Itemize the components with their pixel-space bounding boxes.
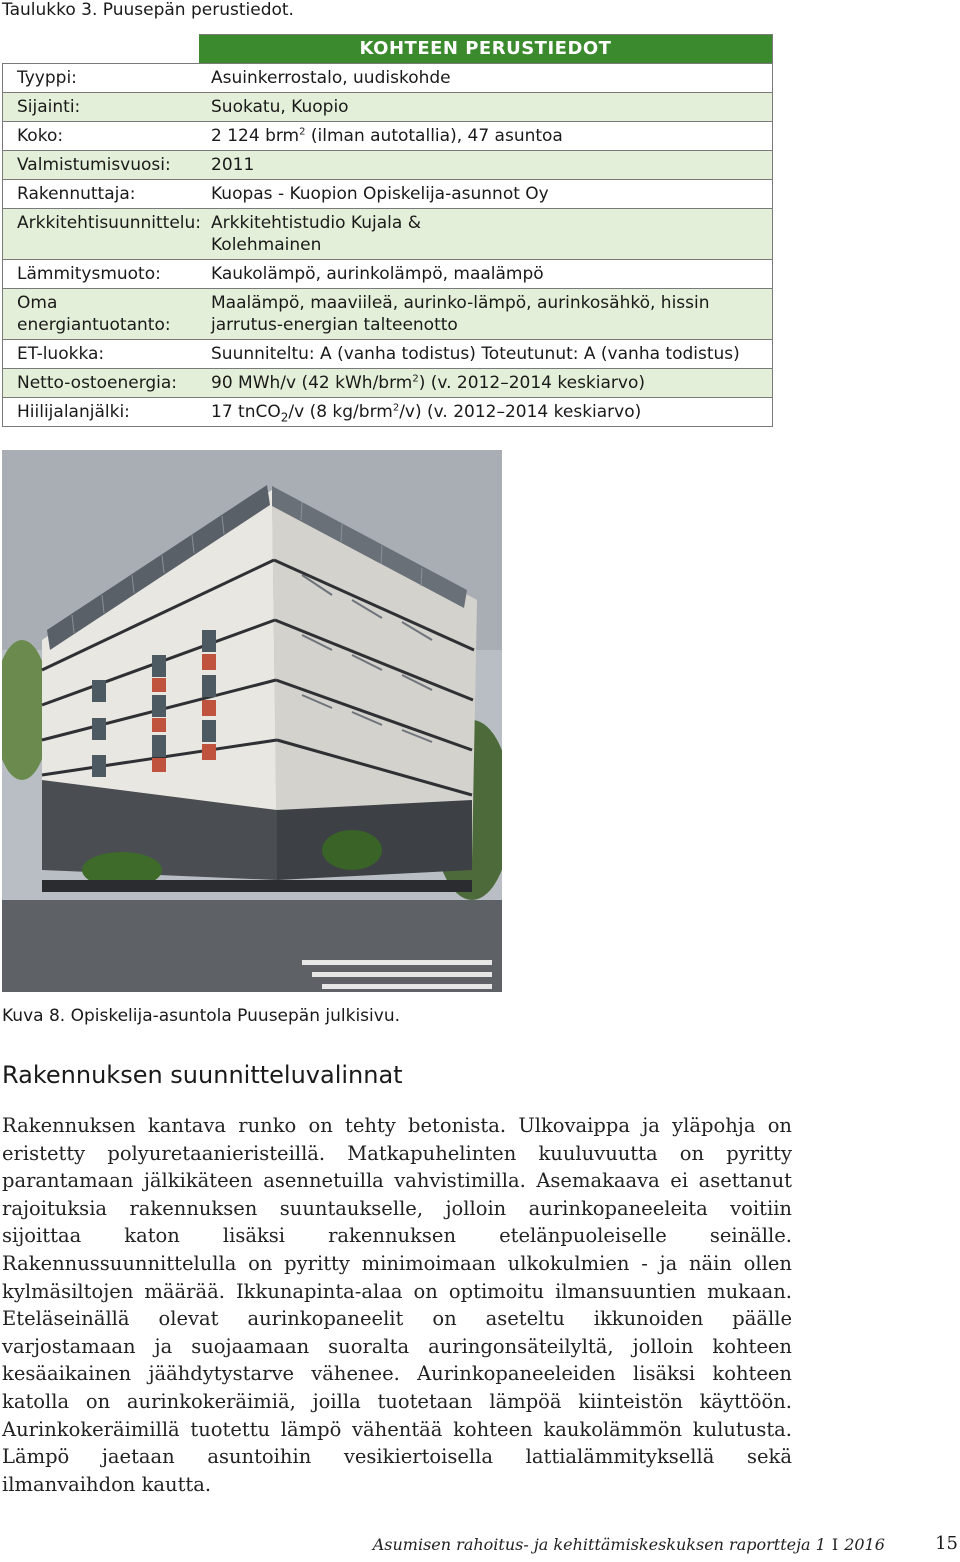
value-superscript: 2	[299, 126, 306, 138]
body-paragraph: Rakennuksen kantava runko on tehty betonista. Ulkovaippa ja yläpohja on eristetty polyuretaanieristeillä. Matkapuhelinten kuuluvuutta on pyritty parantamaan jälkikäteen asennetuilla vahvistimilla. Asemakaava ei asettanut rajoituksia rakennuksen suuntaukselle, jolloin aurinkopaneeleita voitiin sijoittaa katon lisäksi rakennuksen etelänpuoleiselle seinälle. Rakennussuunnittelulla on pyritty minimoimaan ulkokulmien - ja näin ollen kylmäsiltojen määrää. Ikkunapinta-alaa on optimoitu ilmansuuntien mukaan. Eteläseinällä olevat aurinkopaneelit on aseteltu ikkunoiden päälle varjostamaan ja suojaamaan suoralta auringonsäteilyltä, jolloin kohteen kesäaikainen jäähdytystarve vähenee. Aurinkopaneeleiden lisäksi kohteen katolla on aurinkokeräimiä, joilla tuotetaan lämpöä kiinteistön käyttöön. Aurinkokeräimillä tuotettu lämpö vähentää kohteen kaukolämmön kulutusta. Lämpö jaetaan asuntoihin vesikiertoisella lattialämmityksellä sekä ilmanvaihdon kautta.	[2, 1114, 792, 1496]
value-part: 17 tnCO	[211, 402, 281, 422]
table-row	[3, 209, 773, 260]
figure-caption: Kuva 8. Opiskelija-asuntola Puusepän julkisivu.	[2, 1006, 400, 1026]
building-info-table	[2, 34, 773, 427]
value-part: (ilman autotallia), 47 asuntoa	[305, 126, 563, 146]
table-row	[3, 398, 773, 427]
value-part: ) (v. 2012–2014 keskiarvo)	[418, 373, 645, 393]
table-caption: Taulukko 3. Puusepän perustiedot.	[2, 0, 294, 20]
row-value: Suokatu, Kuopio	[199, 93, 773, 122]
page-number: 15	[935, 1533, 958, 1554]
value-superscript: 2	[392, 402, 400, 414]
footer-separator: I	[831, 1535, 839, 1554]
row-value	[199, 122, 773, 151]
table-header-row	[3, 35, 773, 64]
table-row	[3, 369, 773, 398]
value-subscript: 2	[280, 410, 289, 425]
table-row	[3, 260, 773, 289]
row-key: Tyyppi:	[3, 64, 200, 93]
table-row	[3, 289, 773, 340]
table-header-title: KOHTEEN PERUSTIEDOT	[199, 35, 773, 64]
row-value: Kaukolämpö, aurinkolämpö, maalämpö	[199, 260, 773, 289]
row-value	[199, 398, 773, 427]
row-value: Arkkitehtistudio Kujala & Kolehmainen	[199, 209, 773, 260]
table-row	[3, 64, 773, 93]
row-key: Hiilijalanjälki:	[3, 398, 200, 427]
row-key: Oma energiantuotanto:	[3, 289, 200, 340]
table-row	[3, 340, 773, 369]
row-value	[199, 369, 773, 398]
table-header-blank	[3, 35, 200, 64]
row-value: Kuopas - Kuopion Opiskelija-asunnot Oy	[199, 180, 773, 209]
row-key: Koko:	[3, 122, 200, 151]
table-row	[3, 122, 773, 151]
row-key: Valmistumisvuosi:	[3, 151, 200, 180]
footer-publication	[373, 1535, 930, 1554]
row-key: Rakennuttaja:	[3, 180, 200, 209]
value-part: 2 124 brm	[211, 126, 300, 146]
row-value: Asuinkerrostalo, uudiskohde	[199, 64, 773, 93]
row-value: Suunniteltu: A (vanha todistus) Toteutunut: A (vanha todistus)	[199, 340, 773, 369]
value-superscript: 2	[412, 373, 419, 385]
table-row	[3, 151, 773, 180]
row-key: Arkkitehtisuunnittelu:	[3, 209, 200, 260]
value-part: 90 MWh/v (42 kWh/brm	[211, 373, 413, 393]
table-row	[3, 180, 773, 209]
row-key: Netto-ostoenergia:	[3, 369, 200, 398]
footer-year: 2016	[844, 1535, 885, 1554]
row-value: Maalämpö, maaviileä, aurinko-lämpö, aurinkosähkö, hissin jarrutus-energian talteenotto	[199, 289, 773, 340]
section-title: Rakennuksen suunnitteluvalinnat	[2, 1061, 403, 1089]
value-part: /v (8 kg/brm	[288, 402, 393, 422]
table-row	[3, 93, 773, 122]
row-value: 2011	[199, 151, 773, 180]
row-key: ET-luokka:	[3, 340, 200, 369]
value-part: /v) (v. 2012–2014 keskiarvo)	[399, 402, 642, 422]
row-key: Lämmitysmuoto:	[3, 260, 200, 289]
building-photo	[2, 450, 502, 992]
footer-publication-title: Asumisen rahoitus- ja kehittämiskeskuksen raportteja 1	[372, 1535, 826, 1554]
row-key: Sijainti:	[3, 93, 200, 122]
